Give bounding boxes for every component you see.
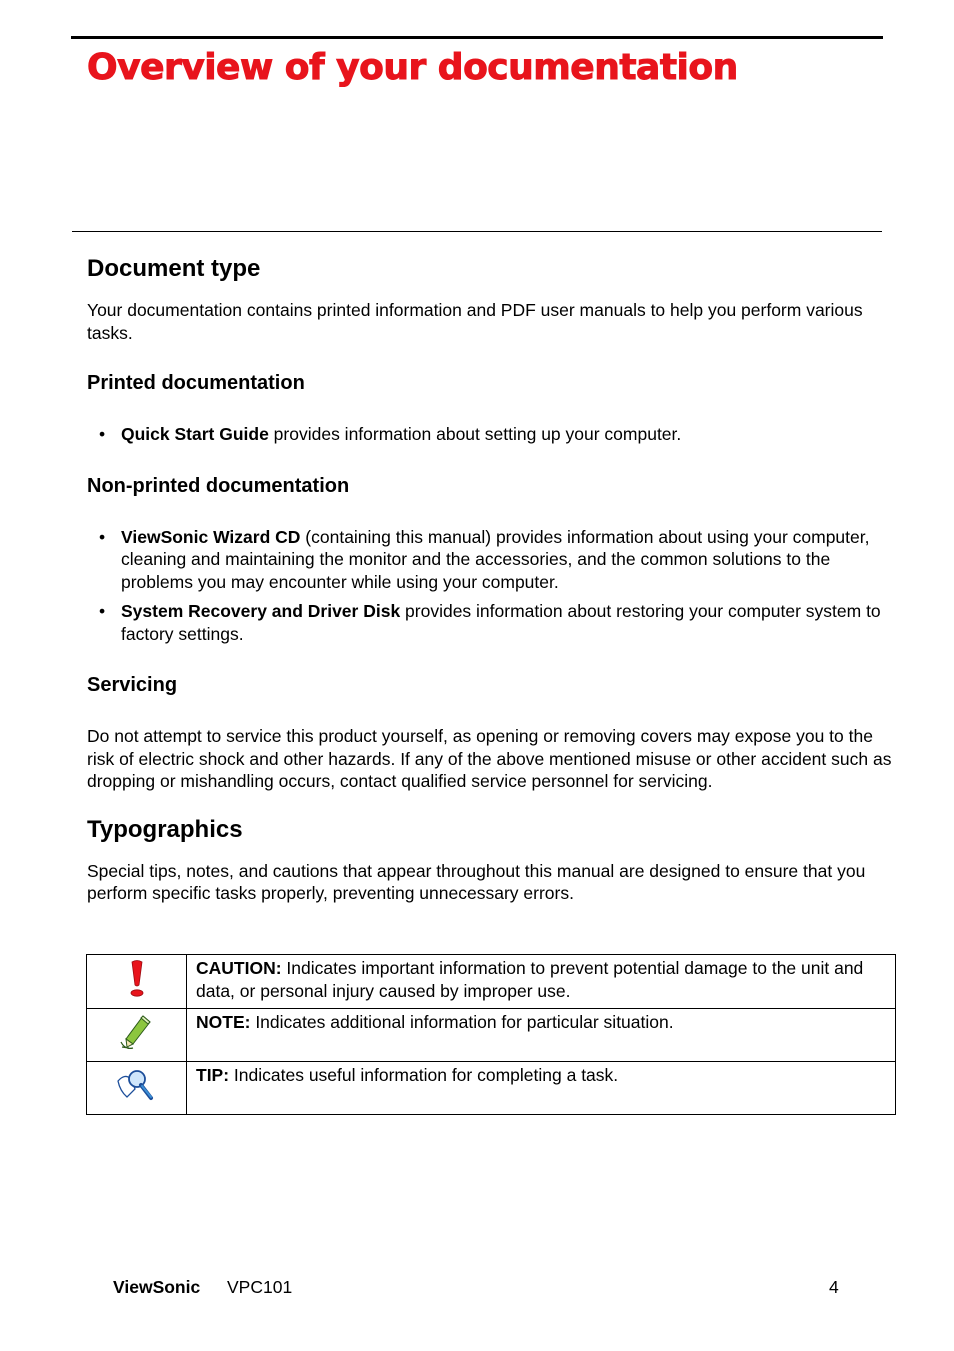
bullet-icon: • — [99, 601, 106, 621]
servicing-text: Do not attempt to service this product yourself, as opening or removing covers may expose you to the risk of electric shock and other hazards. If any of the above mentioned misuse or other accident such as dropping or mishandling occurs, contact qualified service personnel for servicing. — [87, 726, 892, 791]
list-item — [87, 600, 897, 645]
note-cell — [187, 1009, 896, 1062]
typographics-table — [86, 954, 896, 1115]
note-label: NOTE: — [196, 1012, 251, 1032]
exclamation-icon — [125, 959, 149, 999]
magnifier-icon — [115, 1065, 159, 1105]
bullet-icon: • — [99, 424, 106, 444]
item-title: Quick Start Guide — [121, 424, 269, 444]
icon-cell — [87, 1062, 187, 1115]
page-title: Overview of your documentation — [87, 47, 738, 88]
printed-list — [87, 423, 897, 446]
list-item — [87, 526, 897, 594]
table-row — [87, 1062, 896, 1115]
printed-documentation-heading: Printed documentation — [87, 372, 305, 394]
caution-text: Indicates important information to prevent potential damage to the unit and data, or personal injury caused by improper use. — [196, 958, 864, 1001]
item-text: provides information about restoring your computer system to factory settings. — [121, 601, 881, 644]
item-title: ViewSonic Wizard CD — [121, 526, 301, 547]
list-item — [87, 423, 897, 446]
title-divider — [72, 231, 882, 232]
pencil-icon — [117, 1012, 157, 1052]
tip-cell — [187, 1062, 896, 1115]
icon-cell — [87, 1009, 187, 1062]
document-type-intro: Your documentation contains printed information and PDF user manuals to help you perform various tasks. — [87, 300, 863, 343]
icon-cell — [87, 955, 187, 1009]
page-number: 4 — [829, 1277, 839, 1297]
non-printed-documentation-heading: Non-printed documentation — [87, 474, 350, 497]
content — [87, 252, 897, 905]
note-text: Indicates additional information for particular situation. — [250, 1012, 674, 1032]
table-row — [87, 955, 896, 1009]
typographics-intro: Special tips, notes, and cautions that appear throughout this manual are designed to ensure that you perform specific tasks properly, preventing unnecessary errors. — [87, 860, 866, 903]
item-text: (containing this manual) provides information about using your computer, cleaning and maintaining the monitor and the accessories, and the common solutions to the problems you may encounter while using your computer. — [121, 526, 870, 592]
non-printed-list — [87, 526, 897, 646]
footer-brand: ViewSonic — [113, 1277, 201, 1297]
tip-text: Indicates useful information for completing a task. — [229, 1065, 619, 1085]
typographics-heading: Typographics — [87, 815, 243, 843]
table-row — [87, 1009, 896, 1062]
item-title: System Recovery and Driver Disk — [121, 601, 401, 621]
servicing-heading: Servicing — [87, 674, 178, 696]
caution-cell — [187, 955, 896, 1009]
item-text: provides information about setting up your computer. — [268, 424, 682, 444]
tip-label: TIP: — [196, 1065, 230, 1085]
caution-label: CAUTION: — [196, 958, 282, 978]
bullet-icon: • — [99, 526, 106, 547]
top-rule — [71, 36, 883, 39]
footer-model: VPC101 — [227, 1277, 293, 1297]
document-type-heading: Document type — [87, 255, 261, 282]
